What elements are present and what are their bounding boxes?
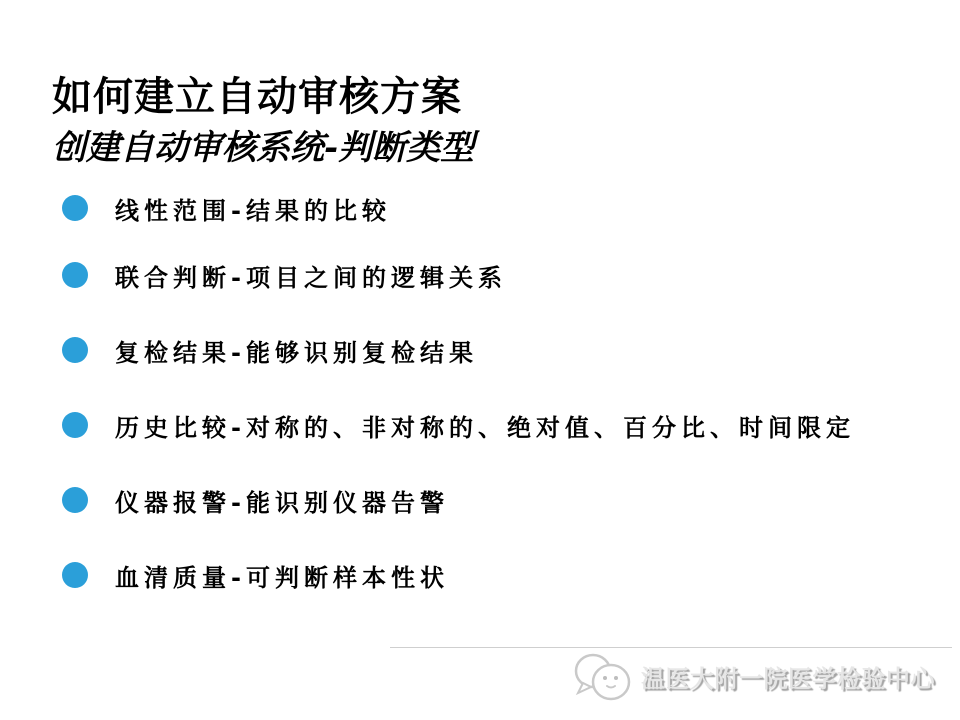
bullet-text: 线性范围-结果的比较 (115, 196, 391, 225)
slide-title: 如何建立自动审核方案 (52, 72, 462, 120)
bullet-text: 血清质量-可判断样本性状 (115, 563, 449, 592)
list-item (62, 558, 449, 592)
bullet-circle-icon (62, 195, 88, 221)
footer-org-label: 温医大附一院医学检验中心 (641, 664, 935, 693)
bullet-circle-icon (62, 562, 88, 588)
bullet-text: 联合判断-项目之间的逻辑关系 (115, 263, 507, 292)
bullet-circle-icon (62, 412, 88, 438)
slide-subtitle: 创建自动审核系统-判断类型 (52, 128, 475, 169)
list-item (62, 408, 855, 442)
list-item (62, 191, 391, 225)
list-item (62, 333, 478, 367)
bullet-circle-icon (62, 337, 88, 363)
bullet-text: 仪器报警-能识别仪器告警 (115, 488, 449, 517)
bullet-circle-icon (62, 487, 88, 513)
bullet-text: 复检结果-能够识别复检结果 (115, 338, 478, 367)
list-item (62, 483, 449, 517)
list-item (62, 258, 507, 292)
mascot-chick-icon (571, 649, 635, 703)
footer-watermark (571, 648, 935, 704)
bullet-text: 历史比较-对称的、非对称的、绝对值、百分比、时间限定 (115, 413, 855, 442)
bullet-circle-icon (62, 262, 88, 288)
